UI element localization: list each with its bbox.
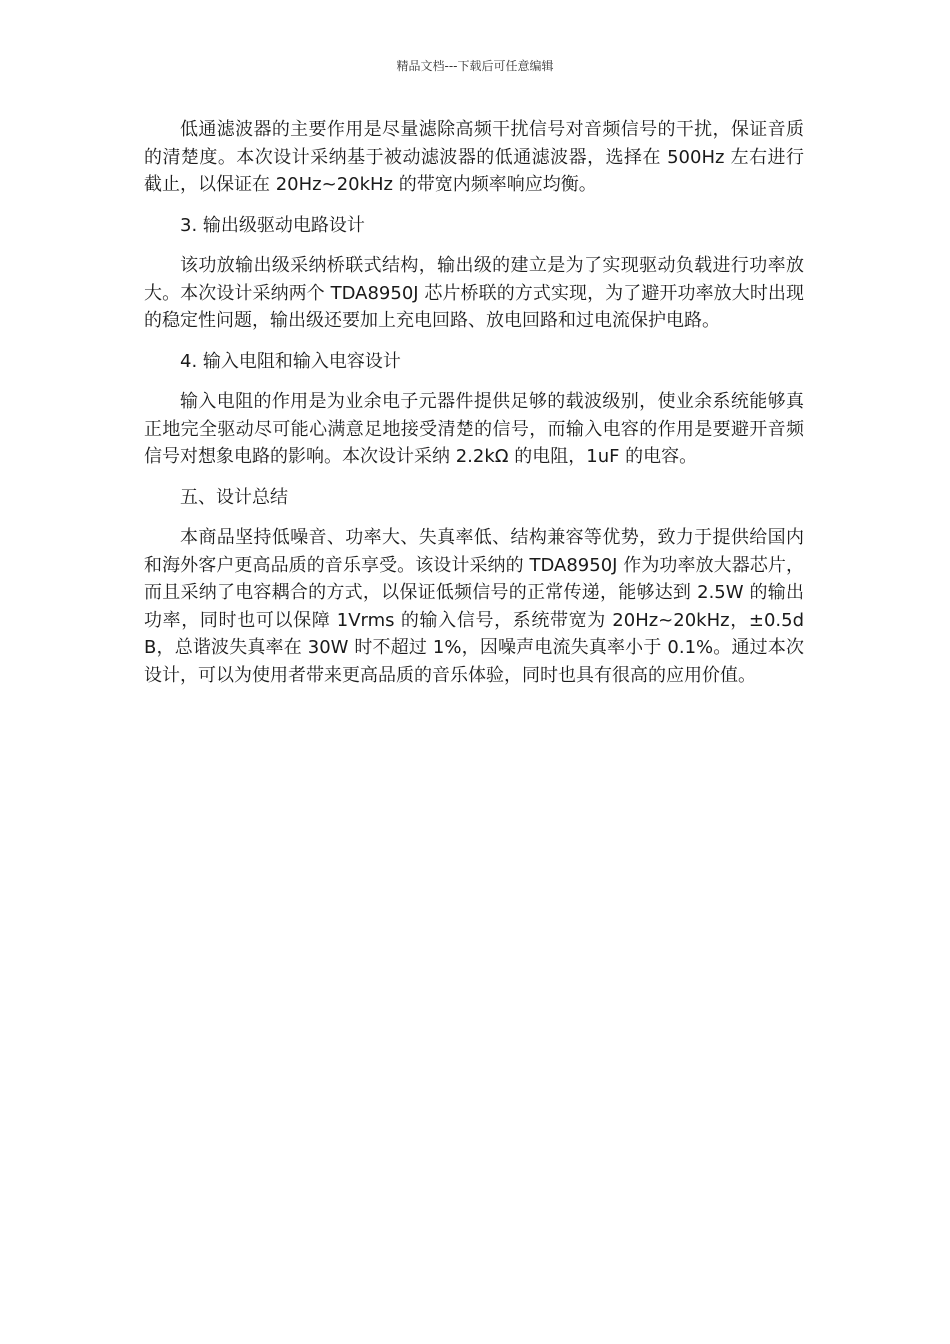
paragraph-input-rc: 输入电阻的作用是为业余电子元器件提供足够的载波级别，使业余系统能够真正地完全驱动尽可能心满意足地接受清楚的信号，而输入电容的作用是要避开音频信号对想象电路的影响。本次设计采纳 2.2kΩ 的电阻，1uF 的电容。 — [144, 391, 804, 467]
paragraph-summary: 本商品坚持低噪音、功率大、失真率低、结构兼容等优势，致力于提供给国内和海外客户更高品质的音乐享受。该设计采纳的 TDA8950J 作为功率放大器芯片，而且采纳了电容耦合的方式，以保证低频信号的正常传递，能够达到 2.5W 的输出功率，同时也可以保障 1Vrms 的输入信号，系统带宽为 20Hz~20kHz，±0.5dB，总谐波失真率在 30W 时不超过 1%，因噪声电流失真率小于 0.1%。通过本次设计，可以为使用者带来更高品质的音乐体验，同时也具有很高的应用价值。 — [144, 527, 804, 686]
page-header: 精品文档---下载后可任意编辑 — [396, 59, 554, 73]
document-body — [144, 116, 804, 702]
paragraph-lowpass-filter: 低通滤波器的主要作用是尽量滤除高频干扰信号对音频信号的干扰，保证音质的清楚度。本次设计采纳基于被动滤波器的低通滤波器，选择在 500Hz 左右进行截止，以保证在 20Hz~20kHz 的带宽内频率响应均衡。 — [144, 119, 804, 195]
paragraph-output-stage: 该功放输出级采纳桥联式结构，输出级的建立是为了实现驱动负载进行功率放大。本次设计采纳两个 TDA8950J 芯片桥联的方式实现，为了避开功率放大时出现的稳定性问题，输出级还要加上充电回路、放电回路和过电流保护电路。 — [144, 255, 804, 331]
section-heading-input-rc: 4. 输入电阻和输入电容设计 — [180, 350, 401, 372]
section-heading-summary: 五、设计总结 — [180, 486, 288, 508]
section-heading-output-stage: 3. 输出级驱动电路设计 — [180, 214, 365, 236]
